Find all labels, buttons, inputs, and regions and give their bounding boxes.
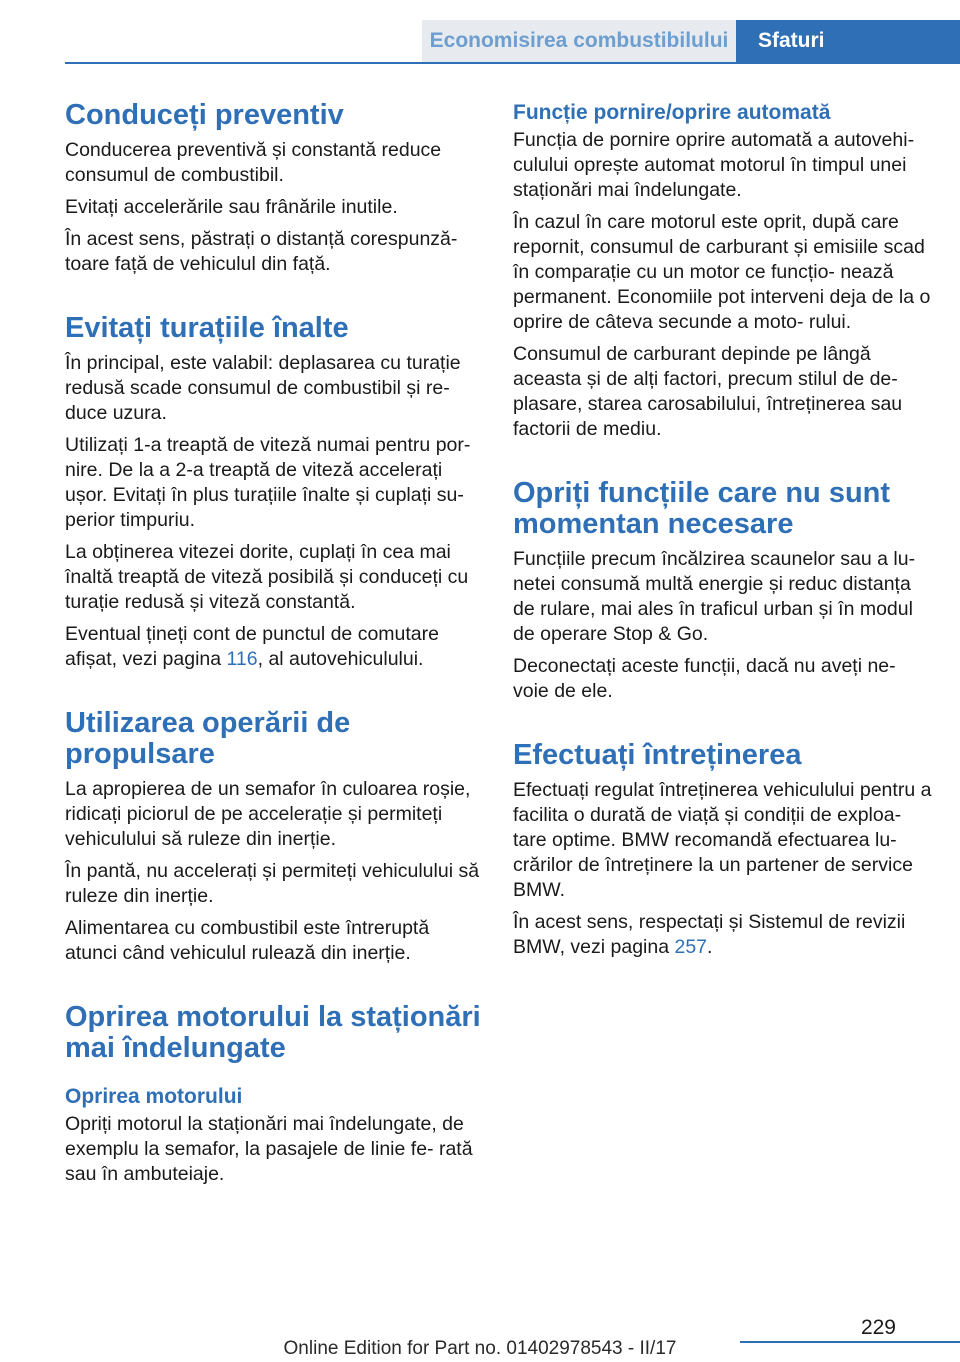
paragraph: La apropierea de un semafor în culoarea roșie, ridicați piciorul de pe accelerație și permiteți vehiculului să ruleze din inerție. — [65, 778, 471, 850]
paragraph: Conducerea preventivă și constantă reduce consumul de combustibil. — [65, 139, 442, 186]
paragraph: Consumul de carburant depinde pe lângă aceasta și de alți factori, precum stilul de de‐ plasare, starea carosabilului, întreținerea sau factorii de mediu. — [513, 343, 903, 440]
header-rule — [65, 62, 960, 64]
subheading-oprire-motor: Oprirea motorului — [65, 1085, 243, 1108]
paragraph: În acest sens, păstrați o distanță corespunză‐ toare față de vehiculul din față. — [65, 228, 458, 275]
paragraph: În cazul în care motorul este oprit, după care repornit, consumul de carburant și emisiile scad în comparație cu un motor ce funcțio‐ nează permanent. Economiile pot interveni deja de la o oprire de câteva secunde a moto‐ rului. — [513, 211, 931, 333]
paragraph-text: În acest sens, respectați și Sistemul de revizii BMW, vezi pagina — [513, 911, 906, 958]
paragraph: Alimentarea cu combustibil este întreruptă atunci când vehiculul rulează din inerție. — [65, 917, 430, 964]
paragraph: Opriți motorul la staționări mai îndelungate, de exemplu la semafor, la pasajele de linie fe‐ rată sau în ambuteiaje. — [65, 1113, 473, 1185]
paragraph: Deconectați aceste funcții, dacă nu aveți ne‐ voie de ele. — [513, 655, 896, 702]
paragraph-text: . — [707, 936, 713, 958]
subheading-pornire-oprire: Funcție pornire/oprire automată — [513, 101, 831, 124]
heading-propulsare: Utilizarea operării de propulsare — [65, 707, 351, 770]
paragraph-with-link — [65, 622, 485, 672]
paragraph: Utilizați 1-a treaptă de viteză numai pentru por‐ nire. De la a 2-a treaptă de viteză accelerați ușor. Evitați în plus turațiile înalte și cuplați su‐ perior timpuriu. — [65, 434, 471, 531]
paragraph: La obținerea vitezei dorite, cuplați în cea mai înaltă treaptă de viteză posibilă și conduceți cu turație redusă și viteză constantă. — [65, 541, 469, 613]
right-column — [513, 100, 933, 967]
edition-footer: Online Edition for Part no. 01402978543 - II/17 — [283, 1338, 677, 1359]
paragraph: Funcția de pornire oprire automată a autovehi‐ culului oprește automat motorul în timpul unei staționări mai îndelungate. — [513, 129, 915, 201]
paragraph: În principal, este valabil: deplasarea cu turație redusă scade consumul de combustibil și re‐ duce uzura. — [65, 352, 461, 424]
paragraph: Evitați accelerările sau frânările inutile. — [65, 196, 398, 218]
paragraph: Efectuați regulat întreținerea vehiculului pentru a facilita o durată de viață și condiții de exploa‐ tare optime. BMW recomandă efectuarea lu‐ crărilor de întreținere la un partener de service BMW. — [513, 779, 932, 901]
paragraph-with-link — [513, 910, 933, 960]
heading-turatii: Evitați turațiile înalte — [65, 312, 349, 344]
paragraph: Funcțiile precum încălzirea scaunelor sau a lu‐ netei consumă multă energie și reduc distanța de rulare, mai ales în traficul urban și în modul de operare Stop & Go. — [513, 548, 916, 645]
page-number: 229 — [860, 1316, 896, 1339]
page-link-116[interactable]: 116 — [226, 648, 258, 670]
paragraph-text: Eventual țineți cont de punctul de comutare afișat, vezi pagina — [65, 623, 439, 670]
page-link-257[interactable]: 257 — [674, 936, 708, 958]
left-column — [65, 100, 485, 1194]
header-section-title: Economisirea combustibilului — [422, 20, 736, 62]
page-header — [0, 20, 960, 62]
heading-oprire-motor: Oprirea motorului la staționări mai îndelungate — [65, 1001, 481, 1064]
paragraph-text: , al autovehiculului. — [257, 648, 424, 670]
paragraph: În pantă, nu accelerați și permiteți vehiculului să ruleze din inerție. — [65, 860, 480, 907]
heading-intretinere: Efectuați întreținerea — [513, 739, 802, 771]
heading-preventiv: Conduceți preventiv — [65, 99, 344, 131]
heading-opriti-functii: Opriți funcțiile care nu sunt momentan necesare — [513, 477, 891, 540]
header-chapter-tab[interactable]: Sfaturi — [736, 20, 960, 62]
